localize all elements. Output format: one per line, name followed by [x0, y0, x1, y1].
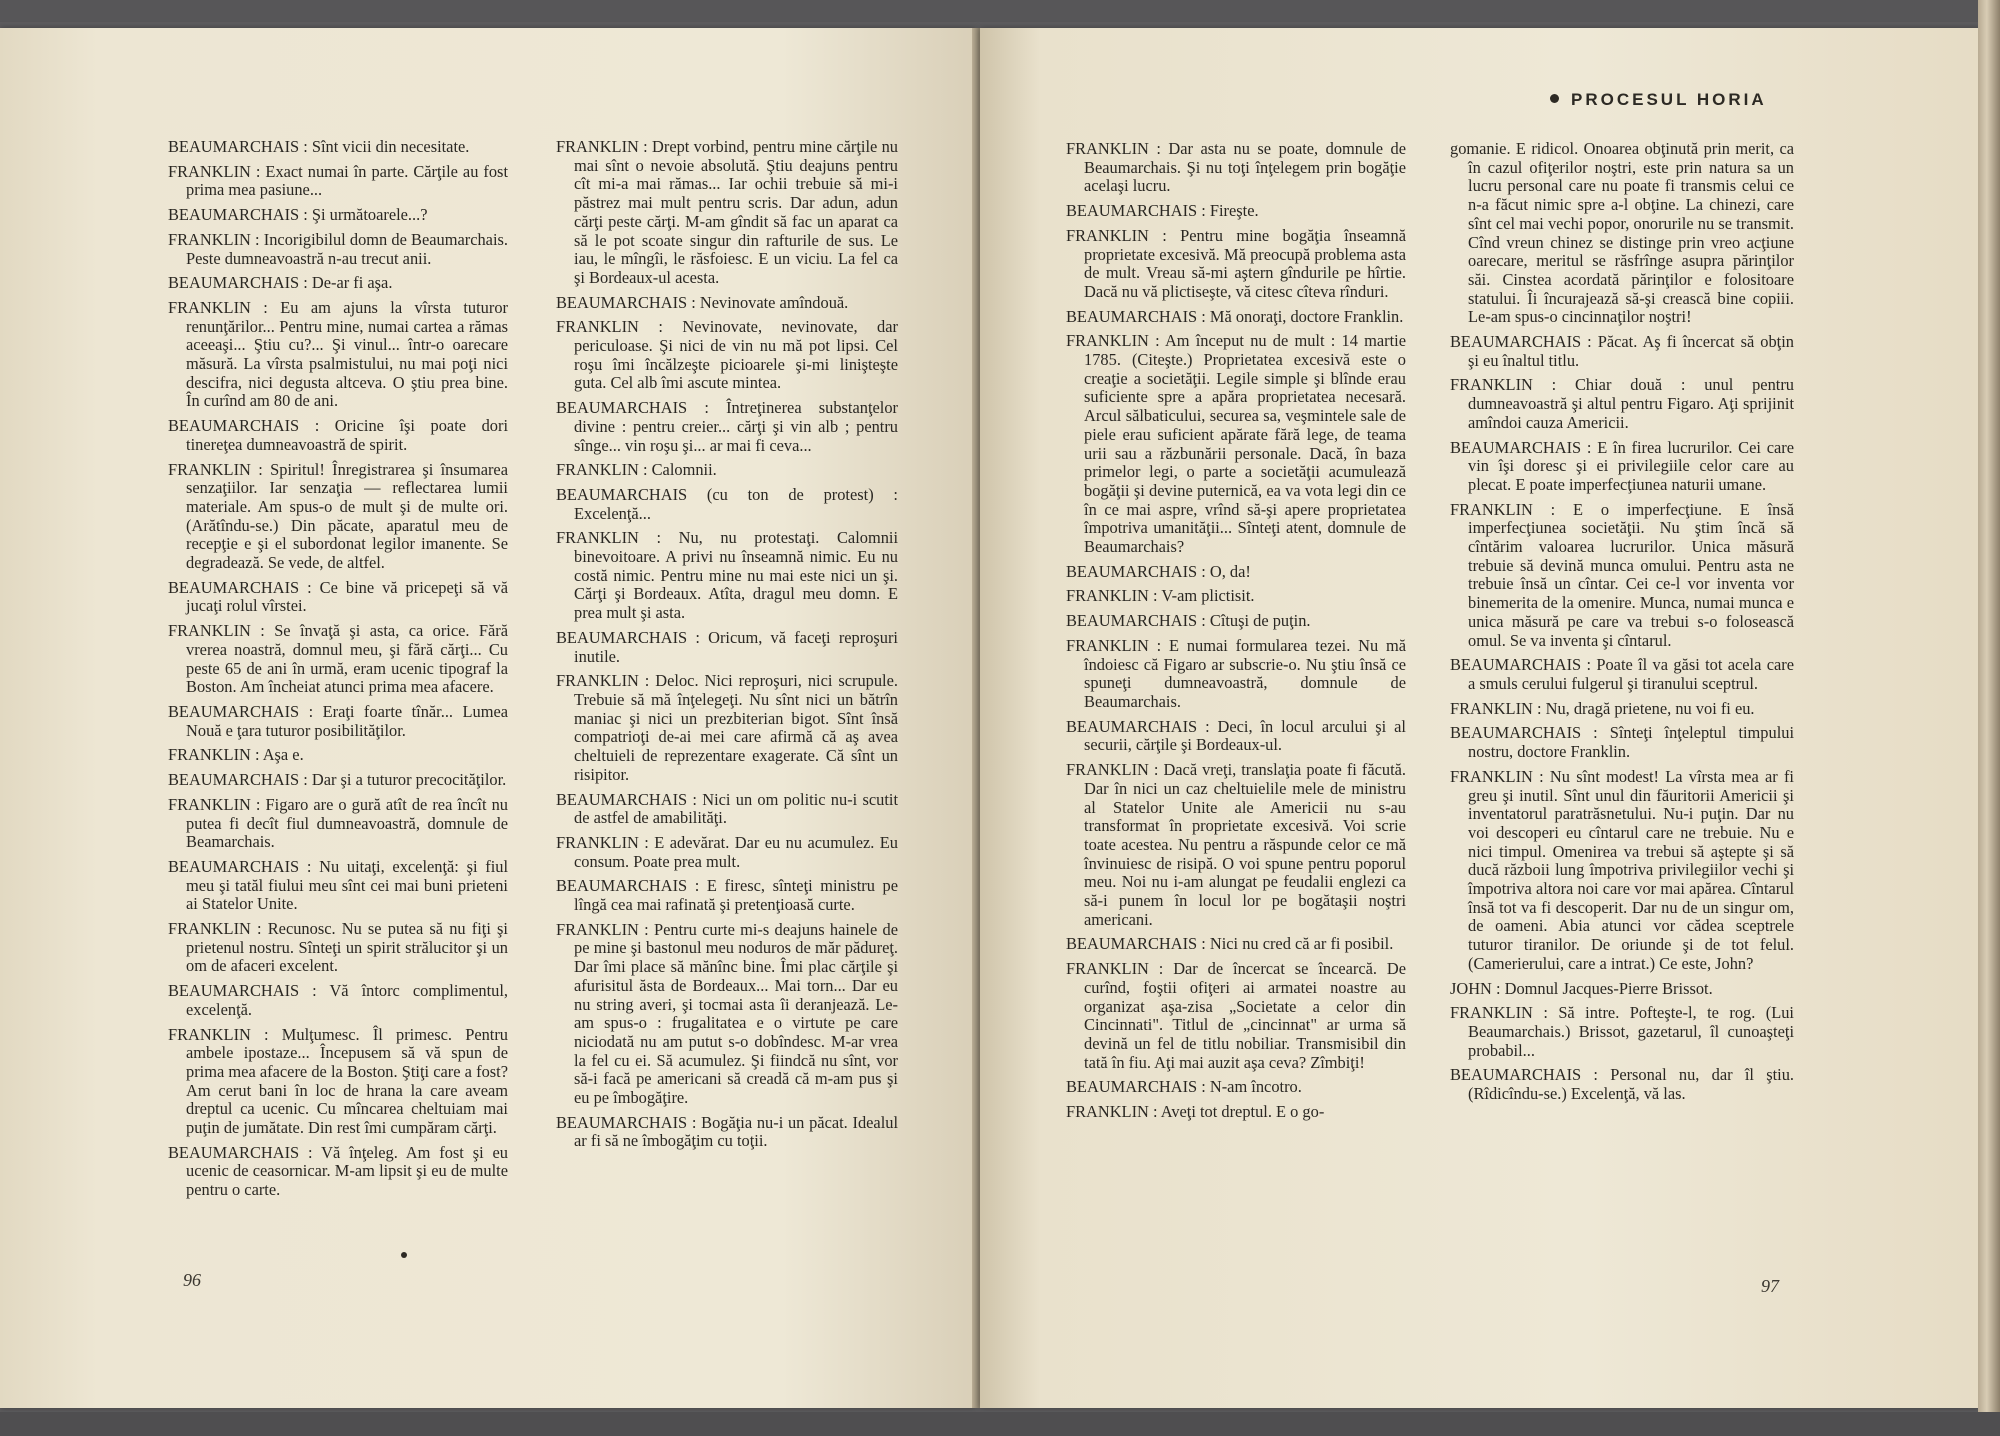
dialogue-paragraph: FRANKLIN : Spiritul! Înregistrarea şi însumarea senzaţiilor. Iar senzaţia — reflectarea lumii materiale. Am spus-o de mult şi de multe ori. (Arătîndu-se.) Din păcate, aparatul meu de recepţie e şi el subordonat legilor imanente. Se degradează. Se vede, de altfel.: [168, 459, 508, 573]
dialogue-paragraph: FRANKLIN : Eu am ajuns la vîrsta tuturor renunţărilor... Pentru mine, numai cartea a rămas aceeaşi... Ştiu cu?... Şi vinul... într-o oarecare măsură. La vîrsta psalmistului, nu mai poţi nici descifra, nici degusta altceva. O ştiu prea bine. În curînd am 80 de ani.: [168, 297, 508, 411]
dialogue-paragraph: BEAUMARCHAIS : Oricum, vă faceţi reproşuri inutile.: [556, 627, 898, 666]
dialogue-paragraph: FRANKLIN : Aşa e.: [168, 745, 304, 765]
dialogue-paragraph: BEAUMARCHAIS : Fireşte.: [1066, 201, 1259, 221]
bullet-icon: [1550, 94, 1559, 103]
dialogue-paragraph: BEAUMARCHAIS : Personal nu, dar îl ştiu. (Rîdicîndu-se.) Excelenţă, vă las.: [1450, 1065, 1794, 1104]
dialogue-paragraph: FRANKLIN : Calomnii.: [556, 460, 717, 480]
dialogue-paragraph: BEAUMARCHAIS : E în firea lucrurilor. Cei care vin îşi doresc şi ei privilegiile celor care au plecat. E poate imperfecţiunea naturii umane.: [1450, 437, 1794, 494]
left-page: [0, 28, 976, 1408]
dialogue-paragraph: BEAUMARCHAIS : Sînteţi înţeleptul timpului nostru, doctore Franklin.: [1450, 723, 1794, 762]
page-number-left: 96: [183, 1270, 201, 1290]
dialogue-paragraph: FRANKLIN : Dar asta nu se poate, domnule de Beaumarchais. Şi nu toţi înţelegem prin bogăţie acelaşi lucru.: [1066, 139, 1406, 196]
dialogue-paragraph: FRANKLIN : E adevărat. Dar eu nu acumulez. Eu consum. Poate prea mult.: [556, 832, 898, 871]
running-head-text: PROCESUL HORIA: [1571, 90, 1767, 109]
dialogue-paragraph: FRANKLIN : Nu sînt modest! La vîrsta mea ar fi greu şi inutil. Sînt unul din făuritorii Americii şi inventatorul paratrăsnetului. Nu-i puţin. Dar nu voi descoperi eu cîntarul care ne trebuie. Nu e nici timpul. Omenirea va trebui să aştepte şi să ducă războii lung împotriva privilegiilor vechi şi împotriva altora noi care vor mai apărea. Cîntarul însă tot va fi descoperit. Dar nu de un singur om, de oameni. Abia atunci vor cădea sceptrele tuturor tiranilor. De oriunde şi de tot felul. (Camerierului, care a intrat.) Ce este, John?: [1450, 766, 1794, 973]
dialogue-paragraph: BEAUMARCHAIS : N-am încotro.: [1066, 1077, 1302, 1097]
dialogue-paragraph: BEAUMARCHAIS : Sînt vicii din necesitate.: [168, 137, 470, 156]
dialogue-paragraph: BEAUMARCHAIS : Vă întorc complimentul, excelenţă.: [168, 981, 508, 1019]
dialogue-paragraph: BEAUMARCHAIS : Nici nu cred că ar fi posibil.: [1066, 934, 1394, 954]
dialogue-paragraph: BEAUMARCHAIS : Oricine îşi poate dori tinereţea dumneavoastră de spirit.: [168, 416, 508, 454]
scanner-background-top: [0, 0, 2000, 22]
dialogue-paragraph: FRANKLIN : Nu, nu protestaţi. Calomnii binevoitoare. A privi nu înseamnă nimic. Eu nu costă nimic. Pentru mine nu mai este nici un şi. Cărţi şi Bordeaux. Atîta, dragul meu domn. E prea mult şi asta.: [556, 528, 898, 623]
dialogue-paragraph: BEAUMARCHAIS : E firesc, sînteţi ministru pe lîngă cea mai rafinată şi pretenţioasă curte.: [556, 876, 898, 915]
left-page-column-1: [168, 138, 508, 1206]
dialogue-paragraph: BEAUMARCHAIS (cu ton de protest) : Excelenţă...: [556, 484, 898, 523]
page-number-right: 97: [1761, 1276, 1779, 1296]
dialogue-paragraph: BEAUMARCHAIS : Deci, în locul arcului şi al securii, cărţile şi Bordeaux-ul.: [1066, 716, 1406, 755]
left-page-column-2: [556, 138, 898, 1157]
dialogue-paragraph: gomanie. E ridicol. Onoarea obţinută prin merit, ca în cazul ofiţerilor noştri, este prin natura sa un lucru personal care nu poate fi transmis celui ce n-a făcut nimic spre a-l obţine. La chinezi, care sînt cel mai vechi popor, onorurile nu se transmit. Cînd vreun chinez se distinge prin vreo acţiune oarecare, meritul se răsfrînge asupra părinţilor săi. Cinstea acordată părinţilor e folositoare statului. Îi încurajează să-şi crească bine copiii. Le-am spus-o cincinnaţilor noştri!: [1450, 139, 1794, 327]
dialogue-paragraph: FRANKLIN : Pentru mine bogăţia înseamnă proprietate excesivă. Mă preocupă problema asta de mult. Vreau să-mi aştern gîndurile pe hîrtie. Dacă nu vă plictiseşte, vă citesc cîteva rînduri.: [1066, 225, 1406, 301]
dialogue-paragraph: JOHN : Domnul Jacques-Pierre Brissot.: [1450, 978, 1713, 998]
dialogue-paragraph: BEAUMARCHAIS : Bogăţia nu-i un păcat. Idealul ar fi să ne îmbogăţim cu toţii.: [556, 1112, 898, 1151]
dialogue-paragraph: BEAUMARCHAIS : Nevinovate amîndouă.: [556, 292, 849, 312]
page-stack-edge: [1978, 0, 2000, 1436]
right-page-column-1: [1066, 140, 1406, 1128]
dialogue-paragraph: FRANKLIN : Am început nu de mult : 14 martie 1785. (Citeşte.) Proprietatea excesivă este o creaţie a societăţii. Legile simple şi blînde erau suficiente spre a apăra proprietatea necesară. Arcul sălbaticului, securea sa, veşmintele sale de piele erau suficient apărate fără lege, de teama urii sau a răzbunării personale. Dacă, în baza primelor legi, o parte a societăţii acumulează bogăţii şi devine puternică, ea va vota legi din ce în ce mai aspre, vrînd să-şi apere proprietatea împotriva umanităţii... Sînteţi atent, domnule de Beaumarchais?: [1066, 331, 1406, 557]
right-page-column-2: [1450, 140, 1794, 1110]
dialogue-paragraph: BEAUMARCHAIS : O, da!: [1066, 561, 1251, 581]
dialogue-paragraph: BEAUMARCHAIS : Eraţi foarte tînăr... Lumea Nouă e ţara tuturor posibilităţilor.: [168, 701, 508, 740]
dialogue-paragraph: FRANKLIN : Figaro are o gură atît de rea încît nu putea fi decît fiul dumneavoastră, domnule de Beamarchais.: [168, 794, 508, 852]
dialogue-paragraph: FRANKLIN : Drept vorbind, pentru mine cărţile nu mai sînt o nevoie absolută. Ştiu deajuns pentru cît mi-a mai rămas... Iar ochii trebuie să mi-i păstrez mai mult pentru scris. Dar adun, adun cărţi peste cărţi. M-am gîndit să fac un aparat ca să le pot scoate singur din rafturile de sus. Le iau, le mîngîi, le răsfoiesc. E un viciu. La fel ca şi Bordeaux-ul acesta.: [556, 137, 898, 287]
dialogue-paragraph: BEAUMARCHAIS : Ce bine vă pricepeţi să vă jucaţi rolul vîrstei.: [168, 577, 508, 616]
dialogue-paragraph: BEAUMARCHAIS : Vă înţeleg. Am fost şi eu ucenic de ceasornicar. M-am lipsit şi eu de multe pentru o carte.: [168, 1142, 508, 1200]
dialogue-paragraph: BEAUMARCHAIS : Păcat. Aş fi încercat să obţin şi eu înaltul titlu.: [1450, 332, 1794, 370]
running-head: [1550, 90, 1800, 110]
dialogue-paragraph: FRANKLIN : Mulţumesc. Îl primesc. Pentru ambele ipostaze... Începusem să vă spun de prima mea afacere de la Boston. Ştiţi care a fost? Am cerut bani în loc de hrana la care aveam dreptul ca ucenic. Cu mîncarea cheltuiam mai puţin de jumătate. Din rest îmi cumpăram cărţi.: [168, 1024, 508, 1138]
dialogue-paragraph: FRANKLIN : Recunosc. Nu se putea să nu fiţi şi prietenul nostru. Sînteţi un spirit strălucitor şi un om de afaceri excelent.: [168, 919, 508, 976]
dialogue-paragraph: BEAUMARCHAIS : Mă onoraţi, doctore Franklin.: [1066, 306, 1404, 326]
dialogue-paragraph: FRANKLIN : Exact numai în parte. Cărţile au fost prima mea pasiune...: [168, 161, 508, 200]
scanner-background-bottom: [0, 1412, 2000, 1436]
dialogue-paragraph: FRANKLIN : Aveţi tot dreptul. E o go-: [1066, 1102, 1325, 1122]
dialogue-paragraph: FRANKLIN : Se învaţă şi asta, ca orice. Fără vrerea noastră, domnul meu, şi fără cărţi... Cu peste 65 de ani în urmă, eram ucenic tipograf la Boston. Am încheiat atunci prima mea afacere.: [168, 621, 508, 697]
dialogue-paragraph: FRANKLIN : Dacă vreţi, translaţia poate fi făcută. Dar în nici un caz cheltuielile mele de ministru al Statelor Unite ale Americii nu s-au transformat în proprietate excesivă. Voi scrie toate acestea. Nu pentru a răspunde celor ce mă învinuiesc de risipă. O voi spune pentru poporul meu. Noi nu i-am alungat pe feudalii englezi ca să-i punem în locul lor pe bogătaşii noştri americani.: [1066, 760, 1406, 929]
dialogue-paragraph: BEAUMARCHAIS : Cîtuşi de puţin.: [1066, 611, 1311, 631]
dialogue-paragraph: FRANKLIN : V-am plictisit.: [1066, 586, 1255, 606]
dialogue-paragraph: FRANKLIN : E numai formularea tezei. Nu mă îndoiesc că Figaro ar subscrie-o. Nu ştiu însă ce spuneţi dumneavoastră, domnule de Beaumarchais.: [1066, 635, 1406, 711]
dialogue-paragraph: FRANKLIN : Să intre. Pofteşte-l, te rog. (Lui Beaumarchais.) Brissot, gazetarul, îl cunoaşteţi probabil...: [1450, 1003, 1794, 1060]
dialogue-paragraph: FRANKLIN : Nu, dragă prietene, nu voi fi eu.: [1450, 698, 1755, 718]
dialogue-paragraph: BEAUMARCHAIS : Nu uitaţi, excelenţă: şi fiul meu şi tatăl fiului meu sînt cei mai buni prieteni ai Statelor Unite.: [168, 856, 508, 914]
dialogue-paragraph: FRANKLIN : Dar de încercat se încearcă. De curînd, foştii ofiţeri ai armatei noastre au organizat aşa-zisa „Societate a celor din Cincinnati". Titlul de „cincinnat" ar urma să devină un fel de titlu nobiliar. Transmisibil din tată în fiu. Aţi mai auzit aşa ceva? Zîmbiţi!: [1066, 959, 1406, 1072]
dialogue-paragraph: BEAUMARCHAIS : Şi următoarele...?: [168, 205, 428, 225]
dialogue-paragraph: BEAUMARCHAIS : Dar şi a tuturor precocităţilor.: [168, 770, 507, 790]
dialogue-paragraph: BEAUMARCHAIS : De-ar fi aşa.: [168, 273, 393, 293]
dialogue-paragraph: FRANKLIN : Incorigibilul domn de Beaumarchais. Peste dumneavoastră n-au trecut anii.: [168, 229, 508, 268]
end-dot: [401, 1252, 407, 1258]
dialogue-paragraph: BEAUMARCHAIS : Poate îl va găsi tot acela care a smuls cerului fulgerul şi tiranului sceptrul.: [1450, 655, 1794, 693]
dialogue-paragraph: FRANKLIN : E o imperfecţiune. E însă imperfecţiunea societăţii. Nu ştim încă să cîntărim valoarea lucrurilor. Unica măsură trebuie să devină munca omului. Pentru asta ne trebuie însă un cîntar. Cei ce-l vor inventa vor binemerita de la omenire. Munca, numai munca e unica măsură pe care va trebui s-o folosească omul. Se va inventa şi cîntarul.: [1450, 499, 1794, 650]
right-page: [980, 28, 1980, 1408]
dialogue-paragraph: FRANKLIN : Deloc. Nici reproşuri, nici scrupule. Trebuie să mă înţelegeţi. Nu sînt nici un bătrîn maniac şi nici un prezbiterian bigot. Sînt însă compatrioţi de-ai mei care afirmă că aş avea cheltuieli de reprezentare exagerate. Că sînt un risipitor.: [556, 671, 898, 784]
dialogue-paragraph: FRANKLIN : Chiar două : unul pentru dumneavoastră şi altul pentru Figaro. Aţi sprijinit amîndoi cauza Americii.: [1450, 375, 1794, 432]
dialogue-paragraph: FRANKLIN : Pentru curte mi-s deajuns hainele de pe mine şi bastonul meu noduros de măr pădureţ. Dar îmi place să mănînc bine. Îmi plac cărţile şi afurisitul ăsta de Bordeaux... Mai torn... Dar eu nu string averi, şi tocmai asta îi deranjează. Le-am spus-o : frugalitatea e o virtute pe care niciodată nu am putut s-o dobîndesc. M-ar vrea la fel cu ei. Să acumulez. Şi fiindcă nu sînt, vor să-i facă pe americani să creadă că m-am pus şi eu pe îmbogăţire.: [556, 919, 898, 1108]
dialogue-paragraph: BEAUMARCHAIS : Nici un om politic nu-i scutit de astfel de amabilităţi.: [556, 789, 898, 828]
dialogue-paragraph: BEAUMARCHAIS : Întreţinerea substanţelor divine : pentru creier... cărţi şi vin alb ; pentru sînge... vin roşu şi... ar mai fi ceva...: [556, 398, 898, 455]
dialogue-paragraph: FRANKLIN : Nevinovate, nevinovate, dar periculoase. Şi nici de vin nu mă pot lipsi. Cel roşu îmi încălzeşte picioarele şi-mi linişteşte guta. Cel alb îmi ascute mintea.: [556, 317, 898, 393]
